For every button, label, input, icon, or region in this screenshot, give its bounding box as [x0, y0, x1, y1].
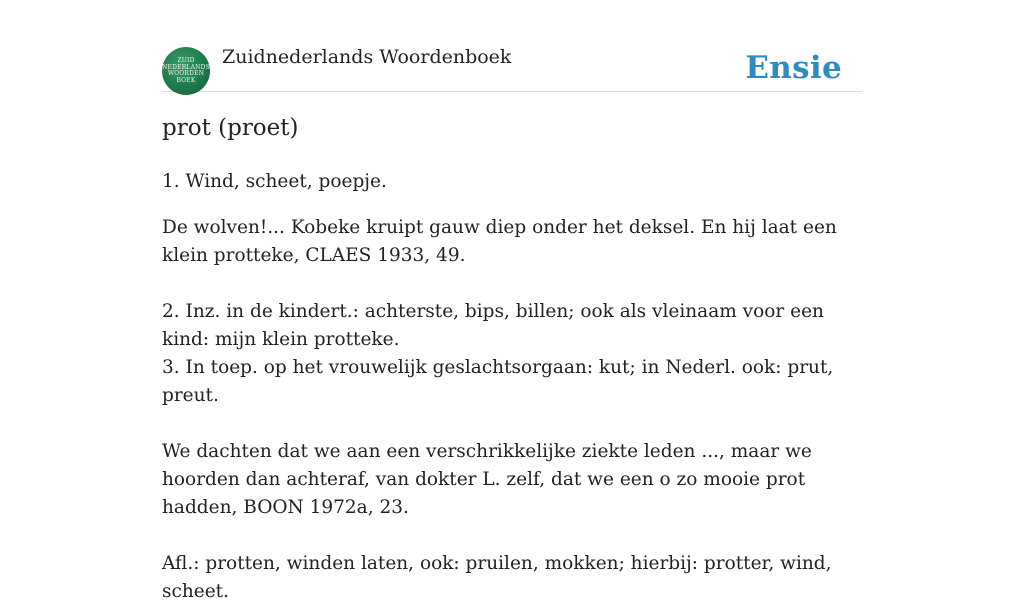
sense-1: 1. Wind, scheet, poepje. [162, 171, 387, 192]
quote-1: De wolven!... Kobeke kruipt gauw diep onder het deksel. En hij laat een klein protteke, CLAES 1933, 49. [162, 217, 837, 266]
logo-line-4: BOEK [176, 76, 196, 84]
quote-2: We dachten dat we aan een verschrikkelijke ziekte leden ..., maar we hoorden dan achteraf, van dokter L. zelf, dat we een o zo mooie prot hadden, BOON 1972a, 23. [162, 441, 812, 518]
logo-line-3: WOORDEN [167, 70, 205, 77]
logo-line-1: ZUID [177, 57, 195, 64]
header [162, 0, 862, 92]
ensie-brand-logo[interactable]: Ensie [745, 50, 842, 86]
entry-content [162, 168, 862, 606]
zuidnederlands-woordenboek-logo[interactable] [162, 47, 210, 95]
afleidingen: Afl.: protten, winden laten, ook: pruilen, mokken; hierbij: protter, wind, scheet. [162, 553, 832, 602]
site-title[interactable]: Zuidnederlands Woordenboek [222, 46, 512, 68]
sense-3: 3. In toep. op het vrouwelijk geslachtsorgaan: kut; in Nederl. ook: prut, preut. [162, 357, 834, 406]
page-container [162, 0, 862, 602]
sense-2: 2. Inz. in de kindert.: achterste, bips, billen; ook als vleinaam voor een kind: mijn klein protteke. [162, 301, 824, 350]
entry-title: prot (proet) [162, 115, 299, 141]
logo-line-2: NEDERLANDS [162, 63, 210, 71]
